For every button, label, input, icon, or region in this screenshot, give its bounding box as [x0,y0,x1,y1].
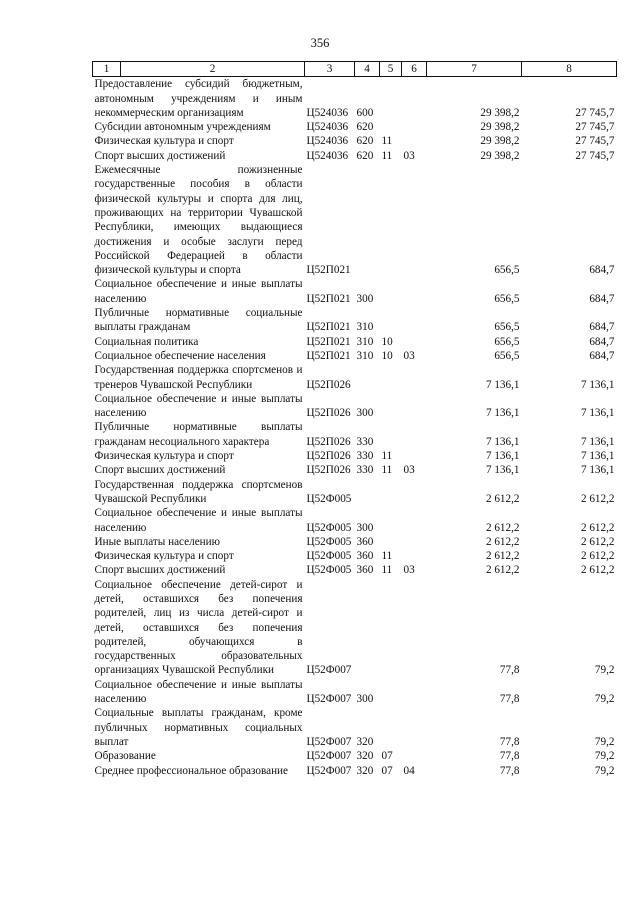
row-value-year-2: 684,7 [589,335,615,348]
row-value-year-1: 29 398,2 [480,149,520,162]
row-code: Ц524036 [306,149,349,162]
row-expense-type: 330 [356,435,374,448]
row-value-year-1: 656,5 [494,349,520,362]
row-value-year-2: 2 612,2 [580,521,615,534]
table-row [93,120,617,134]
row-name: Образование [94,750,156,763]
row-section [380,306,402,335]
row-expense-type: 600 [356,106,374,119]
row-expense-type: 300 [356,292,374,305]
row-value-year-2: 79,2 [594,664,615,677]
row-expense-type [355,478,380,507]
table-row [93,277,617,306]
row-name: Социальное обеспечение населения [94,349,266,362]
row-name: Ежемесячные пожизненные государственные пособия в области физической культуры и спорта для лиц, проживающих на территории Чувашской Республики, имеющих выдающиеся достижения и особые заслуги перед Российской Федерацией в области физической культуры и спорта [94,164,303,277]
table-row [93,420,617,449]
row-code: Ц52Ф005 [306,492,352,505]
column-header-8: 8 [522,62,617,77]
page-number: 356 [310,36,330,50]
row-subsection [402,363,427,392]
row-code: Ц52П021 [306,264,351,277]
row-section: 11 [381,564,393,577]
row-value-year-2: 684,7 [589,321,615,334]
table-row [93,77,617,120]
row-value-year-1: 2 612,2 [485,535,520,548]
row-subsection [402,77,427,120]
row-name: Социальные выплаты гражданам, кроме публичных нормативных социальных выплат [94,707,303,748]
column-header-1: 1 [93,62,121,77]
table-row [93,478,617,507]
row-value-year-2: 7 136,1 [580,464,615,477]
row-value-year-2: 2 612,2 [580,564,615,577]
column-header-4: 4 [355,62,380,77]
row-value-year-2: 79,2 [594,693,615,706]
row-code: Ц52Ф005 [306,535,352,548]
table-row [93,706,617,749]
table-row [93,506,617,535]
row-code: Ц52Ф007 [306,664,352,677]
row-name: Среднее профессиональное образование [94,764,289,777]
row-code: Ц52П026 [306,450,351,463]
row-expense-type [355,163,380,277]
row-code: Ц52П021 [306,292,351,305]
row-value-year-2: 2 612,2 [580,550,615,563]
row-code: Ц524036 [306,135,349,148]
row-subsection [402,678,427,707]
table-row [93,349,617,363]
row-section: 11 [381,149,393,162]
row-subsection: 03 [403,564,415,577]
column-header-6: 6 [402,62,427,77]
row-value-year-1: 7 136,1 [485,407,520,420]
row-expense-type: 300 [356,693,374,706]
row-value-year-1: 29 398,2 [480,121,520,134]
row-section: 10 [381,349,393,362]
row-value-year-2: 684,7 [589,292,615,305]
row-expense-type: 300 [356,407,374,420]
row-section: 11 [381,464,393,477]
row-expense-type: 310 [356,349,374,362]
row-subsection [402,449,427,463]
row-name: Спорт высших достижений [94,564,226,577]
row-name: Социальная политика [94,335,199,348]
table-row [93,578,617,678]
row-name: Физическая культура и спорт [94,450,234,463]
row-value-year-2: 79,2 [594,764,615,777]
row-code: Ц52Ф007 [306,693,352,706]
row-value-year-1: 7 136,1 [485,435,520,448]
row-subsection [402,578,427,678]
column-header-7: 7 [427,62,522,77]
table-row [93,149,617,163]
table-row [93,306,617,335]
row-expense-type: 620 [356,149,374,162]
row-value-year-2: 7 136,1 [580,407,615,420]
row-value-year-1: 77,8 [499,664,520,677]
table-header-row [93,62,617,77]
row-section [380,363,402,392]
row-subsection: 03 [403,464,415,477]
row-value-year-2: 27 745,7 [575,135,615,148]
table-row [93,549,617,563]
row-subsection: 03 [403,349,415,362]
table-row [93,678,617,707]
row-value-year-1: 2 612,2 [485,564,520,577]
row-value-year-1: 656,5 [494,264,520,277]
row-subsection: 03 [403,149,415,162]
row-value-year-1: 77,8 [499,735,520,748]
row-name: Социальное обеспечение и иные выплаты населению [94,278,303,305]
row-name: Предоставление субсидий бюджетным, автономным учреждениям и иным некоммерческим организациям [94,78,303,119]
row-value-year-1: 77,8 [499,750,520,763]
table-row [93,764,617,778]
budget-table [92,61,617,778]
row-expense-type: 360 [356,535,374,548]
row-subsection [402,306,427,335]
row-subsection [402,549,427,563]
row-section: 10 [381,335,393,348]
row-section [380,678,402,707]
row-expense-type: 330 [356,450,374,463]
row-code: Ц52П021 [306,321,351,334]
row-value-year-1: 77,8 [499,693,520,706]
row-code: Ц52П026 [306,464,351,477]
row-subsection [402,335,427,349]
row-value-year-2: 684,7 [589,349,615,362]
row-value-year-2: 7 136,1 [580,435,615,448]
row-value-year-2: 2 612,2 [580,535,615,548]
row-section [380,506,402,535]
row-section [380,478,402,507]
row-subsection [402,420,427,449]
row-name: Социальное обеспечение и иные выплаты населению [94,392,303,420]
row-code: Ц52П026 [306,407,351,420]
row-value-year-1: 77,8 [499,764,520,777]
row-expense-type [355,578,380,678]
row-expense-type: 620 [356,121,374,134]
row-name: Спорт высших достижений [94,149,226,162]
row-value-year-1: 2 612,2 [485,492,520,505]
table-row [93,392,617,421]
row-section: 07 [381,750,393,763]
row-name: Субсидии автономным учреждениям [94,121,271,134]
column-header-2: 2 [121,62,305,77]
row-subsection [402,392,427,421]
row-name: Социальное обеспечение детей-сирот и детей, оставшихся без попечения родителей, лиц из числа детей-сирот и детей, оставшихся без попечения родителей, обучающихся в государственных образовательных организациях Чувашской Республики [94,578,303,677]
row-subsection [402,163,427,277]
row-name: Физическая культура и спорт [94,550,234,563]
row-expense-type: 620 [356,135,374,148]
row-expense-type: 320 [356,764,374,777]
row-name: Социальное обеспечение и иные выплаты населению [94,678,303,706]
row-name: Государственная поддержка спортсменов и тренеров Чувашской Республики [94,364,303,391]
row-section [380,392,402,421]
row-code: Ц52П026 [306,435,351,448]
row-expense-type: 320 [356,735,374,748]
row-value-year-2: 79,2 [594,750,615,763]
table-row [93,163,617,277]
row-subsection [402,478,427,507]
row-value-year-1: 29 398,2 [480,106,520,119]
row-name: Государственная поддержка спортсменов Чувашской Республики [94,478,303,505]
row-expense-type: 310 [356,335,374,348]
column-header-5: 5 [380,62,402,77]
row-value-year-2: 27 745,7 [575,121,615,134]
row-code: Ц52Ф005 [306,521,352,534]
row-subsection [402,277,427,306]
table-body [93,77,617,778]
row-section [380,163,402,277]
row-expense-type [355,363,380,392]
row-value-year-1: 7 136,1 [485,464,520,477]
row-value-year-2: 7 136,1 [580,450,615,463]
row-section: 11 [381,450,393,463]
row-subsection [402,506,427,535]
row-subsection: 04 [403,764,415,777]
row-section [380,277,402,306]
row-subsection [402,706,427,749]
row-section [380,706,402,749]
row-value-year-1: 656,5 [494,321,520,334]
row-section [380,77,402,120]
row-code: Ц52Ф007 [306,750,352,763]
row-subsection [402,535,427,549]
table-row [93,535,617,549]
row-value-year-2: 79,2 [594,735,615,748]
row-section: 11 [381,550,393,563]
row-code: Ц52Ф005 [306,564,352,577]
table-row [93,335,617,349]
row-value-year-1: 2 612,2 [485,521,520,534]
row-expense-type: 320 [356,750,374,763]
row-subsection [402,120,427,134]
row-expense-type: 310 [356,321,374,334]
row-code: Ц52Ф007 [306,735,352,748]
row-value-year-2: 684,7 [589,264,615,277]
row-section [380,120,402,134]
row-value-year-1: 656,5 [494,335,520,348]
row-section [380,578,402,678]
row-expense-type: 300 [356,521,374,534]
row-value-year-2: 7 136,1 [580,378,615,391]
row-name: Публичные нормативные социальные выплаты гражданам [94,307,303,334]
row-section [380,535,402,549]
row-section: 11 [381,135,393,148]
column-header-3: 3 [305,62,355,77]
row-name: Публичные нормативные выплаты гражданам несоциального характера [94,421,303,448]
row-value-year-1: 7 136,1 [485,378,520,391]
row-value-year-1: 7 136,1 [485,450,520,463]
row-value-year-1: 2 612,2 [485,550,520,563]
row-name: Физическая культура и спорт [94,135,234,148]
row-code: Ц524036 [306,106,349,119]
row-section [380,420,402,449]
table-row [93,563,617,577]
row-code: Ц52П026 [306,378,351,391]
row-value-year-1: 29 398,2 [480,135,520,148]
row-name: Социальное обеспечение и иные выплаты населению [94,507,303,534]
row-subsection [402,749,427,763]
row-code: Ц52Ф005 [306,550,352,563]
table-row [93,749,617,763]
row-code: Ц52Ф007 [306,764,352,777]
row-expense-type: 360 [356,550,374,563]
row-code: Ц524036 [306,121,349,134]
row-name: Иные выплаты населению [94,535,220,548]
row-value-year-1: 656,5 [494,292,520,305]
table-row [93,363,617,392]
row-expense-type: 360 [356,564,374,577]
row-name: Спорт высших достижений [94,464,226,477]
table-row [93,449,617,463]
row-code: Ц52П021 [306,335,351,348]
row-subsection [402,134,427,148]
row-expense-type: 330 [356,464,374,477]
row-value-year-2: 27 745,7 [575,149,615,162]
table-row [93,463,617,477]
row-value-year-2: 2 612,2 [580,492,615,505]
row-value-year-2: 27 745,7 [575,106,615,119]
table-row [93,134,617,148]
row-section: 07 [381,764,393,777]
row-code: Ц52П021 [306,349,351,362]
